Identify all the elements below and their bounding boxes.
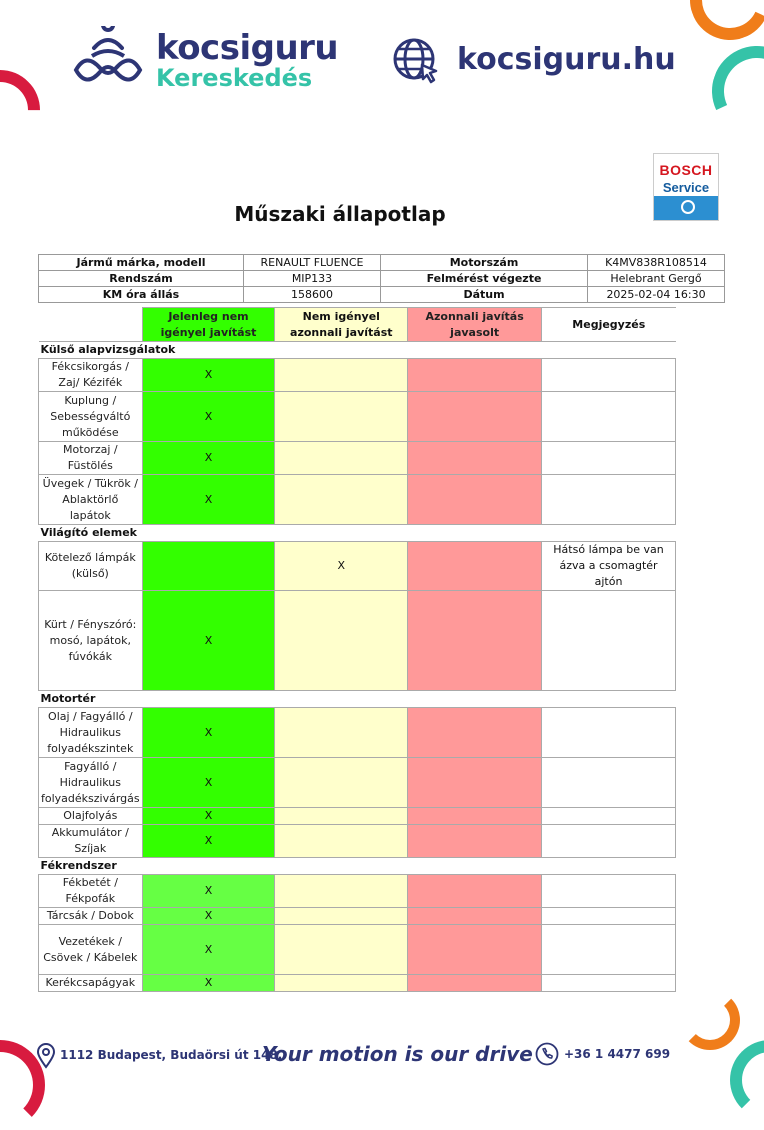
urgent-mark bbox=[408, 925, 542, 975]
ok-mark: X bbox=[142, 359, 275, 392]
later-mark bbox=[275, 975, 408, 992]
plate-value: MIP133 bbox=[244, 271, 381, 287]
table-row bbox=[39, 271, 725, 287]
footer-phone: +36 1 4477 699 bbox=[564, 1047, 671, 1061]
item-label: Kötelező lámpák (külső) bbox=[39, 542, 143, 591]
note-cell bbox=[542, 808, 676, 825]
later-mark bbox=[275, 825, 408, 858]
table-row bbox=[39, 875, 676, 908]
urgent-mark bbox=[408, 475, 542, 525]
col-header-urgent: Azonnali javítás javasolt bbox=[408, 308, 542, 342]
item-label: Akkumulátor / Szíjak bbox=[39, 825, 143, 858]
section-row bbox=[39, 525, 676, 542]
globe-cursor-icon bbox=[392, 37, 442, 87]
table-row bbox=[39, 758, 676, 808]
ok-mark: X bbox=[142, 475, 275, 525]
engine-label: Motorszám bbox=[381, 255, 588, 271]
km-label: KM óra állás bbox=[39, 287, 244, 303]
note-cell: Hátsó lámpa be van ázva a csomagtér ajtón bbox=[542, 542, 676, 591]
section-title: Világító elemek bbox=[39, 525, 676, 542]
section-title: Fékrendszer bbox=[39, 858, 676, 875]
location-pin-icon bbox=[36, 1043, 56, 1069]
table-row bbox=[39, 808, 676, 825]
note-cell bbox=[542, 359, 676, 392]
item-label: Fagyálló / Hidraulikus folyadékszivárgás bbox=[39, 758, 143, 808]
ok-mark: X bbox=[142, 908, 275, 925]
table-row bbox=[39, 359, 676, 392]
note-cell bbox=[542, 708, 676, 758]
note-cell bbox=[542, 475, 676, 525]
brand-name: kocsiguru bbox=[156, 28, 339, 68]
col-header-note: Megjegyzés bbox=[542, 308, 676, 342]
corner-arc-top-right-teal bbox=[699, 33, 764, 148]
header-row bbox=[39, 308, 676, 342]
later-mark bbox=[275, 591, 408, 691]
table-row bbox=[39, 255, 725, 271]
site-url: kocsiguru.hu bbox=[457, 42, 676, 77]
table-row bbox=[39, 825, 676, 858]
make-value: RENAULT FLUENCE bbox=[244, 255, 381, 271]
note-cell bbox=[542, 591, 676, 691]
later-mark bbox=[275, 442, 408, 475]
item-label: Kerékcsapágyak bbox=[39, 975, 143, 992]
section-title: Motortér bbox=[39, 691, 676, 708]
engine-value: K4MV838R108514 bbox=[588, 255, 725, 271]
phone-icon bbox=[535, 1042, 559, 1066]
note-cell bbox=[542, 975, 676, 992]
ok-mark: X bbox=[142, 758, 275, 808]
ok-mark: X bbox=[142, 808, 275, 825]
item-label: Olajfolyás bbox=[39, 808, 143, 825]
urgent-mark bbox=[408, 808, 542, 825]
note-cell bbox=[542, 392, 676, 442]
section-row bbox=[39, 858, 676, 875]
make-label: Jármű márka, modell bbox=[39, 255, 244, 271]
item-label: Fékcsikorgás / Zaj/ Kézifék bbox=[39, 359, 143, 392]
table-row bbox=[39, 925, 676, 975]
item-label: Olaj / Fagyálló / Hidraulikus folyadékszintek bbox=[39, 708, 143, 758]
note-cell bbox=[542, 442, 676, 475]
ok-mark: X bbox=[142, 392, 275, 442]
urgent-mark bbox=[408, 875, 542, 908]
table-row bbox=[39, 908, 676, 925]
ok-mark: X bbox=[142, 925, 275, 975]
brand-subtitle: Kereskedés bbox=[156, 64, 313, 92]
plate-label: Rendszám bbox=[39, 271, 244, 287]
urgent-mark bbox=[408, 908, 542, 925]
urgent-mark bbox=[408, 975, 542, 992]
note-cell bbox=[542, 908, 676, 925]
ok-mark: X bbox=[142, 975, 275, 992]
km-value: 158600 bbox=[244, 287, 381, 303]
urgent-mark bbox=[408, 359, 542, 392]
urgent-mark bbox=[408, 758, 542, 808]
table-row bbox=[39, 442, 676, 475]
corner-arc-bottom-right-teal bbox=[730, 1040, 764, 1120]
ok-mark: X bbox=[142, 442, 275, 475]
ok-mark: X bbox=[142, 825, 275, 858]
table-row bbox=[39, 287, 725, 303]
table-row bbox=[39, 392, 676, 442]
item-label: Vezetékek / Csövek / Kábelek bbox=[39, 925, 143, 975]
later-mark bbox=[275, 925, 408, 975]
badge-line2: Service bbox=[662, 180, 710, 195]
table-row bbox=[39, 975, 676, 992]
section-title: Külső alapvizsgálatok bbox=[39, 342, 676, 359]
later-mark bbox=[275, 875, 408, 908]
section-row bbox=[39, 342, 676, 359]
ok-mark bbox=[142, 542, 275, 591]
note-cell bbox=[542, 875, 676, 908]
note-cell bbox=[542, 825, 676, 858]
table-row bbox=[39, 475, 676, 525]
later-mark bbox=[275, 359, 408, 392]
corner-arc-top-right-orange bbox=[679, 0, 764, 51]
urgent-mark bbox=[408, 442, 542, 475]
inspection-table bbox=[38, 307, 676, 992]
footer-address: 1112 Budapest, Budaörsi út 148. bbox=[60, 1048, 283, 1062]
later-mark bbox=[275, 908, 408, 925]
ok-mark: X bbox=[142, 875, 275, 908]
urgent-mark bbox=[408, 392, 542, 442]
corner-arc-top-left bbox=[0, 53, 57, 166]
header-blank bbox=[39, 308, 143, 342]
item-label: Kürt / Fényszóró: mosó, lapátok, fúvókák bbox=[39, 591, 143, 691]
note-cell bbox=[542, 925, 676, 975]
later-mark bbox=[275, 758, 408, 808]
item-label: Tárcsák / Dobok bbox=[39, 908, 143, 925]
section-row bbox=[39, 691, 676, 708]
urgent-mark bbox=[408, 591, 542, 691]
item-label: Kuplung / Sebességváltó működése bbox=[39, 392, 143, 442]
ok-mark: X bbox=[142, 708, 275, 758]
ok-mark: X bbox=[142, 591, 275, 691]
item-label: Fékbetét / Fékpofák bbox=[39, 875, 143, 908]
urgent-mark bbox=[408, 542, 542, 591]
later-mark: X bbox=[275, 542, 408, 591]
item-label: Üvegek / Tükrök / Ablaktörlő lapátok bbox=[39, 475, 143, 525]
surveyor-value: Helebrant Gergő bbox=[588, 271, 725, 287]
col-header-later: Nem igényel azonnali javítást bbox=[275, 308, 408, 342]
table-row bbox=[39, 591, 676, 691]
later-mark bbox=[275, 392, 408, 442]
col-header-ok: Jelenleg nem igényel javítást bbox=[142, 308, 275, 342]
vehicle-info-table bbox=[38, 254, 725, 303]
date-label: Dátum bbox=[381, 287, 588, 303]
urgent-mark bbox=[408, 825, 542, 858]
surveyor-label: Felmérést végezte bbox=[381, 271, 588, 287]
table-row bbox=[39, 708, 676, 758]
later-mark bbox=[275, 475, 408, 525]
date-value: 2025-02-04 16:30 bbox=[588, 287, 725, 303]
later-mark bbox=[275, 708, 408, 758]
badge-line1: BOSCH bbox=[659, 162, 713, 178]
corner-arc-bottom-right-orange bbox=[680, 990, 740, 1050]
table-row bbox=[39, 542, 676, 591]
note-cell bbox=[542, 758, 676, 808]
later-mark bbox=[275, 808, 408, 825]
item-label: Motorzaj / Füstölés bbox=[39, 442, 143, 475]
kocsiguru-logo-icon bbox=[68, 26, 148, 92]
page-title: Műszaki állapotlap bbox=[234, 202, 446, 226]
urgent-mark bbox=[408, 708, 542, 758]
footer-slogan: Your motion is our drive bbox=[262, 1042, 533, 1066]
